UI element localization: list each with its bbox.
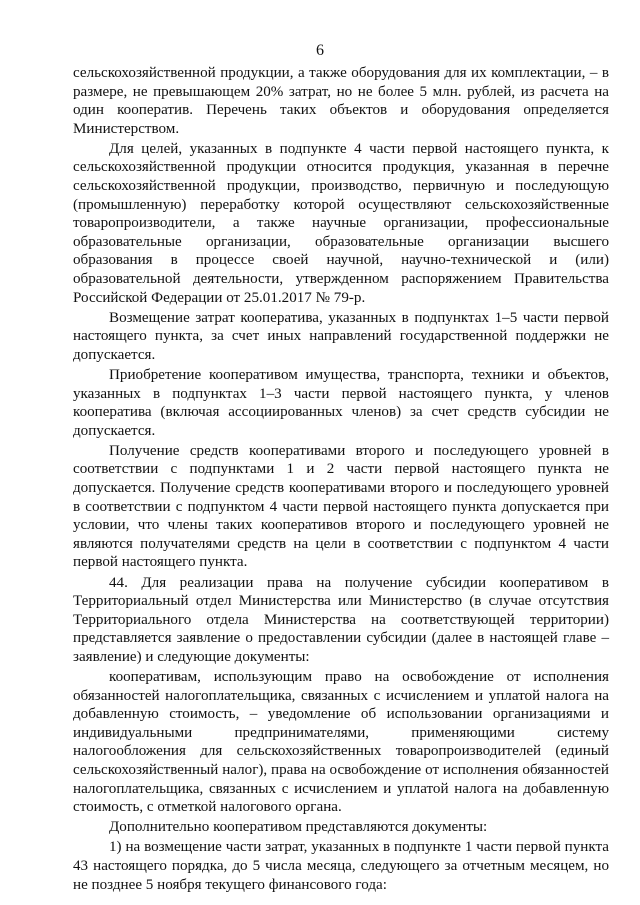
paragraph-2: Для целей, указанных в подпункте 4 части первой настоящего пункта, к сельскохозяйственной продукции относится продукция, указанная в перечне сельскохозяйственной продукции, производство, первичную и последующую (промышленную) переработку которой осуществляют сельскохозяйственные товаропроизводители, а также научные организации, профессиональные образовательные организации, образовательные организации высшего образования в процессе своей научной, научно-технической и (или) образовательной деятельности, утвержденном распоряжением Правительства Российской Федерации от 25.01.2017 № 79-р. <box>73 140 609 306</box>
paragraph-5: Получение средств кооперативами второго и последующего уровней в соответствии с подпунктами 1 и 2 части первой настоящего пункта не допускается. Получение средств кооперативами второго и последующего уровней в соответствии с подпунктом 4 части первой настоящего пункта допускается при условии, что члены таких кооперативов второго и последующего уровней не являются получателями средств на цели в соответствии с подпунктом 4 части первой настоящего пункта. <box>73 442 609 571</box>
paragraph-6: 44. Для реализации права на получение субсидии кооперативом в Территориальный отдел Министерства или Министерство (в случае отсутствия Территориального отдела Министерства на соответствующей территории) представляется заявление о предоставлении субсидии (далее в настоящей главе – заявление) и следующие документы: <box>73 574 609 665</box>
paragraph-9: 1) на возмещение части затрат, указанных в подпункте 1 части первой пункта 43 настоящего порядка, до 5 числа месяца, следующего за отчетным месяцем, но не позднее 5 ноября текущего финансового года: <box>73 839 609 893</box>
paragraph-7: кооперативам, использующим право на освобождение от исполнения обязанностей налогоплательщика, связанных с исчислением и уплатой налога на добавленную стоимость, – уведомление об использовании организациями и индивидуальными предпринимателями, применяющими систему налогообложения для сельскохозяйственных товаропроизводителей (единый сельскохозяйственный налог), права на освобождение от исполнения обязанностей налогоплательщика, связанных с исчислением и уплатой налога на добавленную стоимость, с отметкой налогового органа. <box>73 669 609 816</box>
document-body <box>73 64 609 896</box>
paragraph-3: Возмещение затрат кооператива, указанных в подпунктах 1–5 части первой настоящего пункта, за счет иных направлений государственной поддержки не допускается. <box>73 309 609 363</box>
page-number: 6 <box>316 42 324 59</box>
paragraph-1: сельскохозяйственной продукции, а также оборудования для их комплектации, – в размере, не превышающем 20% затрат, но не более 5 млн. рублей, из расчета на один кооператив. Перечень таких объектов и оборудования определяется Министерством. <box>73 65 609 137</box>
paragraph-8: Дополнительно кооперативом представляются документы: <box>109 819 488 836</box>
paragraph-4: Приобретение кооперативом имущества, транспорта, техники и объектов, указанных в подпунктах 1–3 части первой настоящего пункта, у членов кооператива (включая ассоциированных членов) за счет средств субсидии не допускается. <box>73 367 609 439</box>
